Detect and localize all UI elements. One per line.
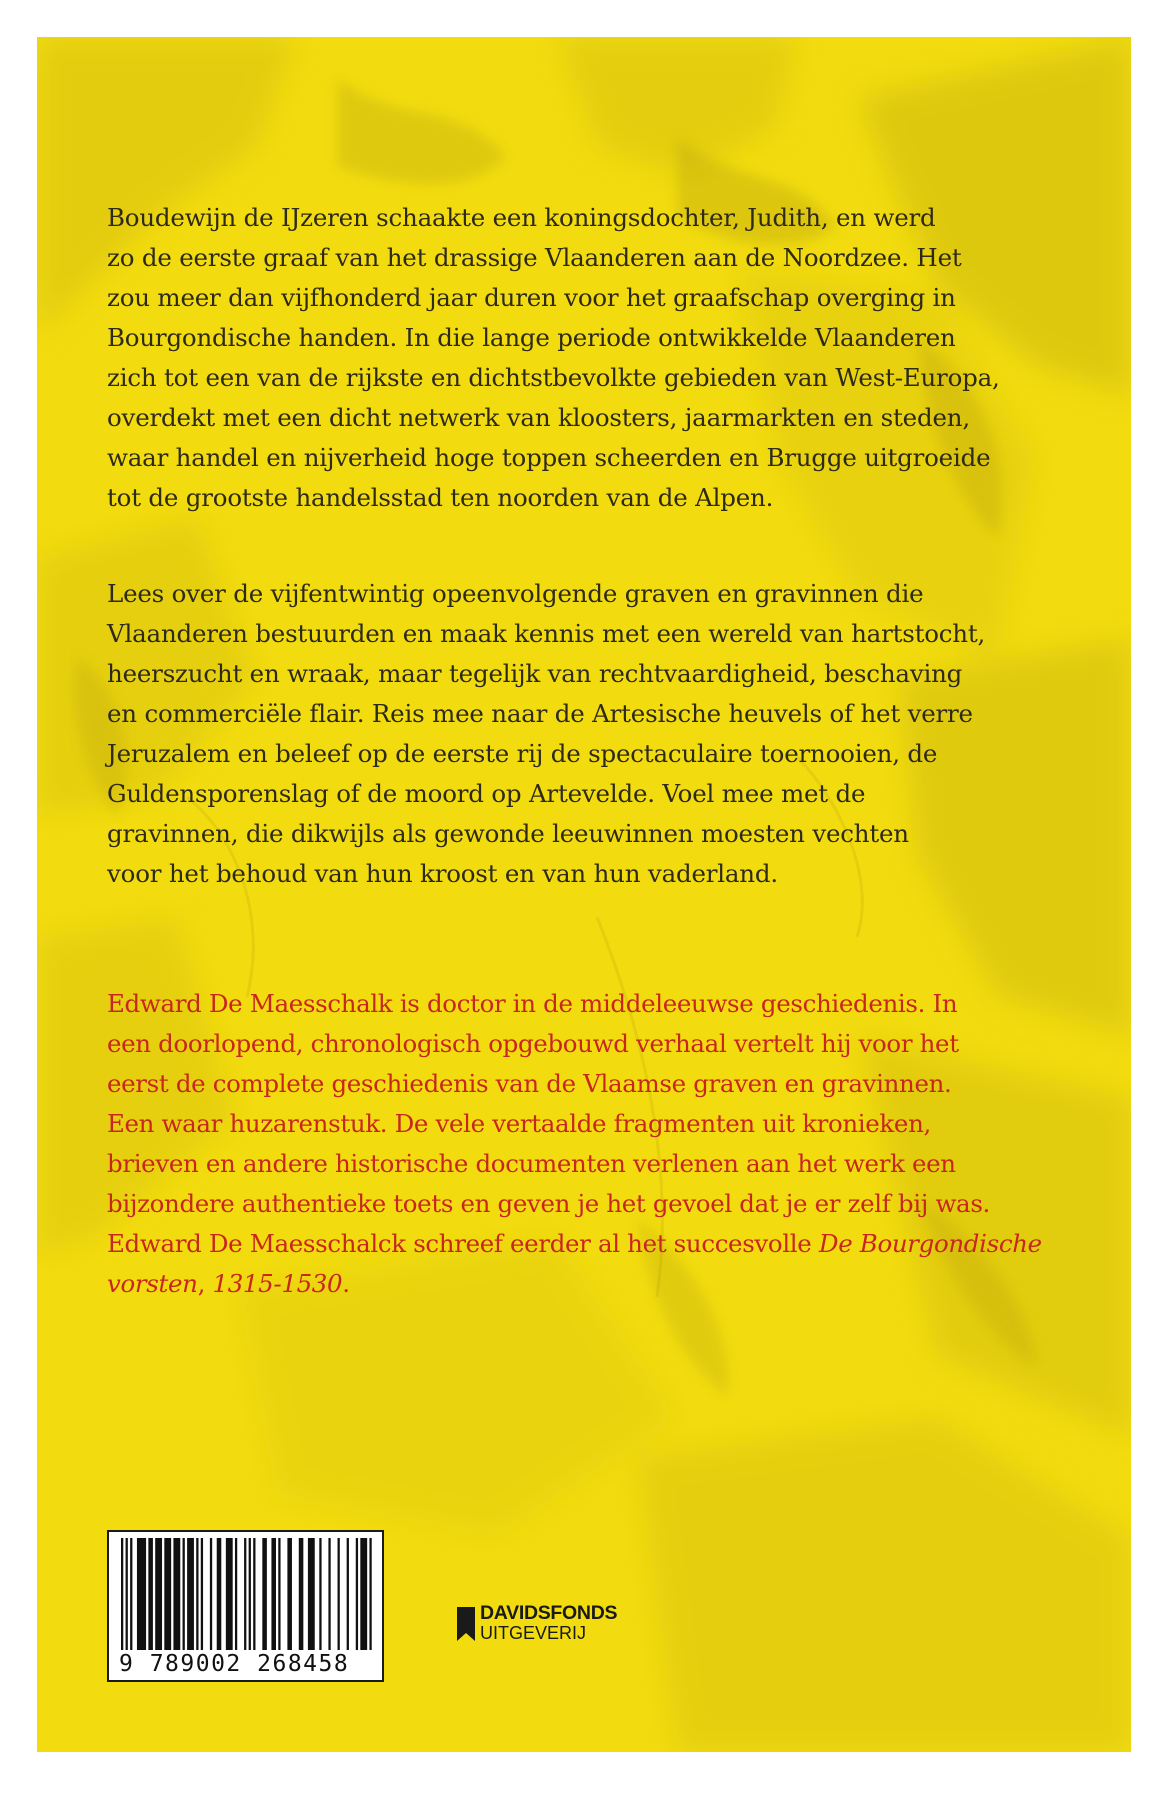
barcode-bar (187, 1538, 194, 1650)
book-title-continued: vorsten (107, 1269, 198, 1298)
barcode-bar (121, 1538, 123, 1650)
text-line: een doorlopend, chronologisch opgebouwd verhaal vertelt hij voor het (107, 1029, 959, 1058)
text-line: gravinnen, die dikwijls als gewonde leeuwinnen moesten vechten (107, 819, 909, 848)
barcode-bar (278, 1538, 280, 1650)
text-line (107, 1224, 1087, 1264)
barcode-bar (356, 1538, 358, 1650)
text-line: waar handel en nijverheid hoge toppen scheerden en Brugge uitgroeide (107, 443, 991, 472)
publisher-name: DAVIDSFONDS (480, 1602, 618, 1624)
barcode-bar (244, 1538, 246, 1650)
text-line: zo de eerste graaf van het drassige Vlaanderen aan de Noordzee. Het (107, 243, 962, 272)
text-line: Bourgondische handen. In die lange periode ontwikkelde Vlaanderen (107, 323, 956, 352)
barcode-bar (126, 1538, 128, 1650)
text-line: voor het behoud van hun kroost en van hun vaderland. (107, 859, 778, 888)
barcode-bar (137, 1538, 146, 1650)
text-line: Boudewijn de IJzeren schaakte een koningsdochter, Judith, en werd (107, 203, 936, 232)
barcode-bar (210, 1538, 212, 1650)
barcode-bar (253, 1538, 255, 1650)
intro-paragraph (107, 198, 1087, 518)
text-line: Guldensporenslag of de moord op Artevelde. Voel mee met de (107, 779, 866, 808)
barcode-bar (299, 1538, 304, 1650)
text-line: eerst de complete geschiedenis van de Vlaamse graven en gravinnen. (107, 1069, 952, 1098)
bookmark-icon (457, 1607, 475, 1641)
barcode-bar (271, 1538, 276, 1650)
second-paragraph (107, 574, 1087, 894)
text-line: Jeruzalem en beleef op de eerste rij de spectaculaire toernooien, de (107, 739, 938, 768)
isbn-number: 9 789002 268458 (119, 1651, 350, 1677)
barcode-bar (328, 1538, 330, 1650)
barcode-bar (183, 1538, 185, 1650)
barcode-bar (201, 1538, 203, 1650)
text-segment: Edward De Maesschalck schreef eerder al het succesvolle (107, 1229, 812, 1258)
author-paragraph (107, 984, 1087, 1304)
text-line: Edward De Maesschalk is doctor in de middeleeuwse geschiedenis. In (107, 989, 958, 1018)
barcode-bar (369, 1538, 371, 1650)
isbn-barcode (107, 1530, 384, 1682)
barcode-bar (235, 1538, 237, 1650)
barcode-bar (155, 1538, 162, 1650)
text-line: overdekt met een dicht netwerk van kloosters, jaarmarkten en steden, (107, 403, 970, 432)
back-cover (37, 37, 1131, 1752)
barcode-bar (130, 1538, 132, 1650)
text-line: brieven en andere historische documenten verlenen aan het werk een (107, 1149, 956, 1178)
text-line: zich tot een van de rijkste en dichtstbevolkte gebieden van West-Europa, (107, 363, 1000, 392)
barcode-bar (262, 1538, 267, 1650)
publisher-logo (457, 1603, 617, 1643)
period: . (342, 1269, 350, 1298)
barcode-bar (319, 1538, 321, 1650)
barcode-bar (360, 1538, 367, 1650)
text-line: tot de grootste handelsstad ten noorden van de Alpen. (107, 483, 774, 512)
barcode-bar (196, 1538, 198, 1650)
text-line: Lees over de vijfentwintig opeenvolgende graven en gravinnen die (107, 579, 924, 608)
book-title: De Bourgondische (818, 1229, 1042, 1258)
text-line: zou meer dan vijfhonderd jaar duren voor het graafschap overging in (107, 283, 956, 312)
barcode-bar (338, 1538, 340, 1650)
barcode-bar (164, 1538, 171, 1650)
barcode-bar (249, 1538, 251, 1650)
text-line (107, 1264, 1087, 1304)
text-line: Vlaanderen bestuurden en maak kennis met een wereld van hartstocht, (107, 619, 986, 648)
barcode-bar (217, 1538, 222, 1650)
book-years: 1315-1530 (212, 1269, 343, 1298)
barcode-bar (226, 1538, 233, 1650)
barcode-bar (148, 1538, 153, 1650)
text-line: heerszucht en wraak, maar tegelijk van rechtvaardigheid, beschaving (107, 659, 963, 688)
barcode-bar (173, 1538, 180, 1650)
barcode-bar (347, 1538, 349, 1650)
text-line: en commerciële flair. Reis mee naar de Artesische heuvels of het verre (107, 699, 973, 728)
barcode-bars (121, 1538, 374, 1650)
text-line: Een waar huzarenstuk. De vele vertaalde fragmenten uit kronieken, (107, 1109, 931, 1138)
barcode-bar (287, 1538, 292, 1650)
barcode-bar (308, 1538, 315, 1650)
comma: , (197, 1269, 213, 1298)
publisher-subtitle: UITGEVERIJ (480, 1623, 587, 1643)
text-line: bijzondere authentieke toets en geven je het gevoel dat je er zelf bij was. (107, 1189, 990, 1218)
